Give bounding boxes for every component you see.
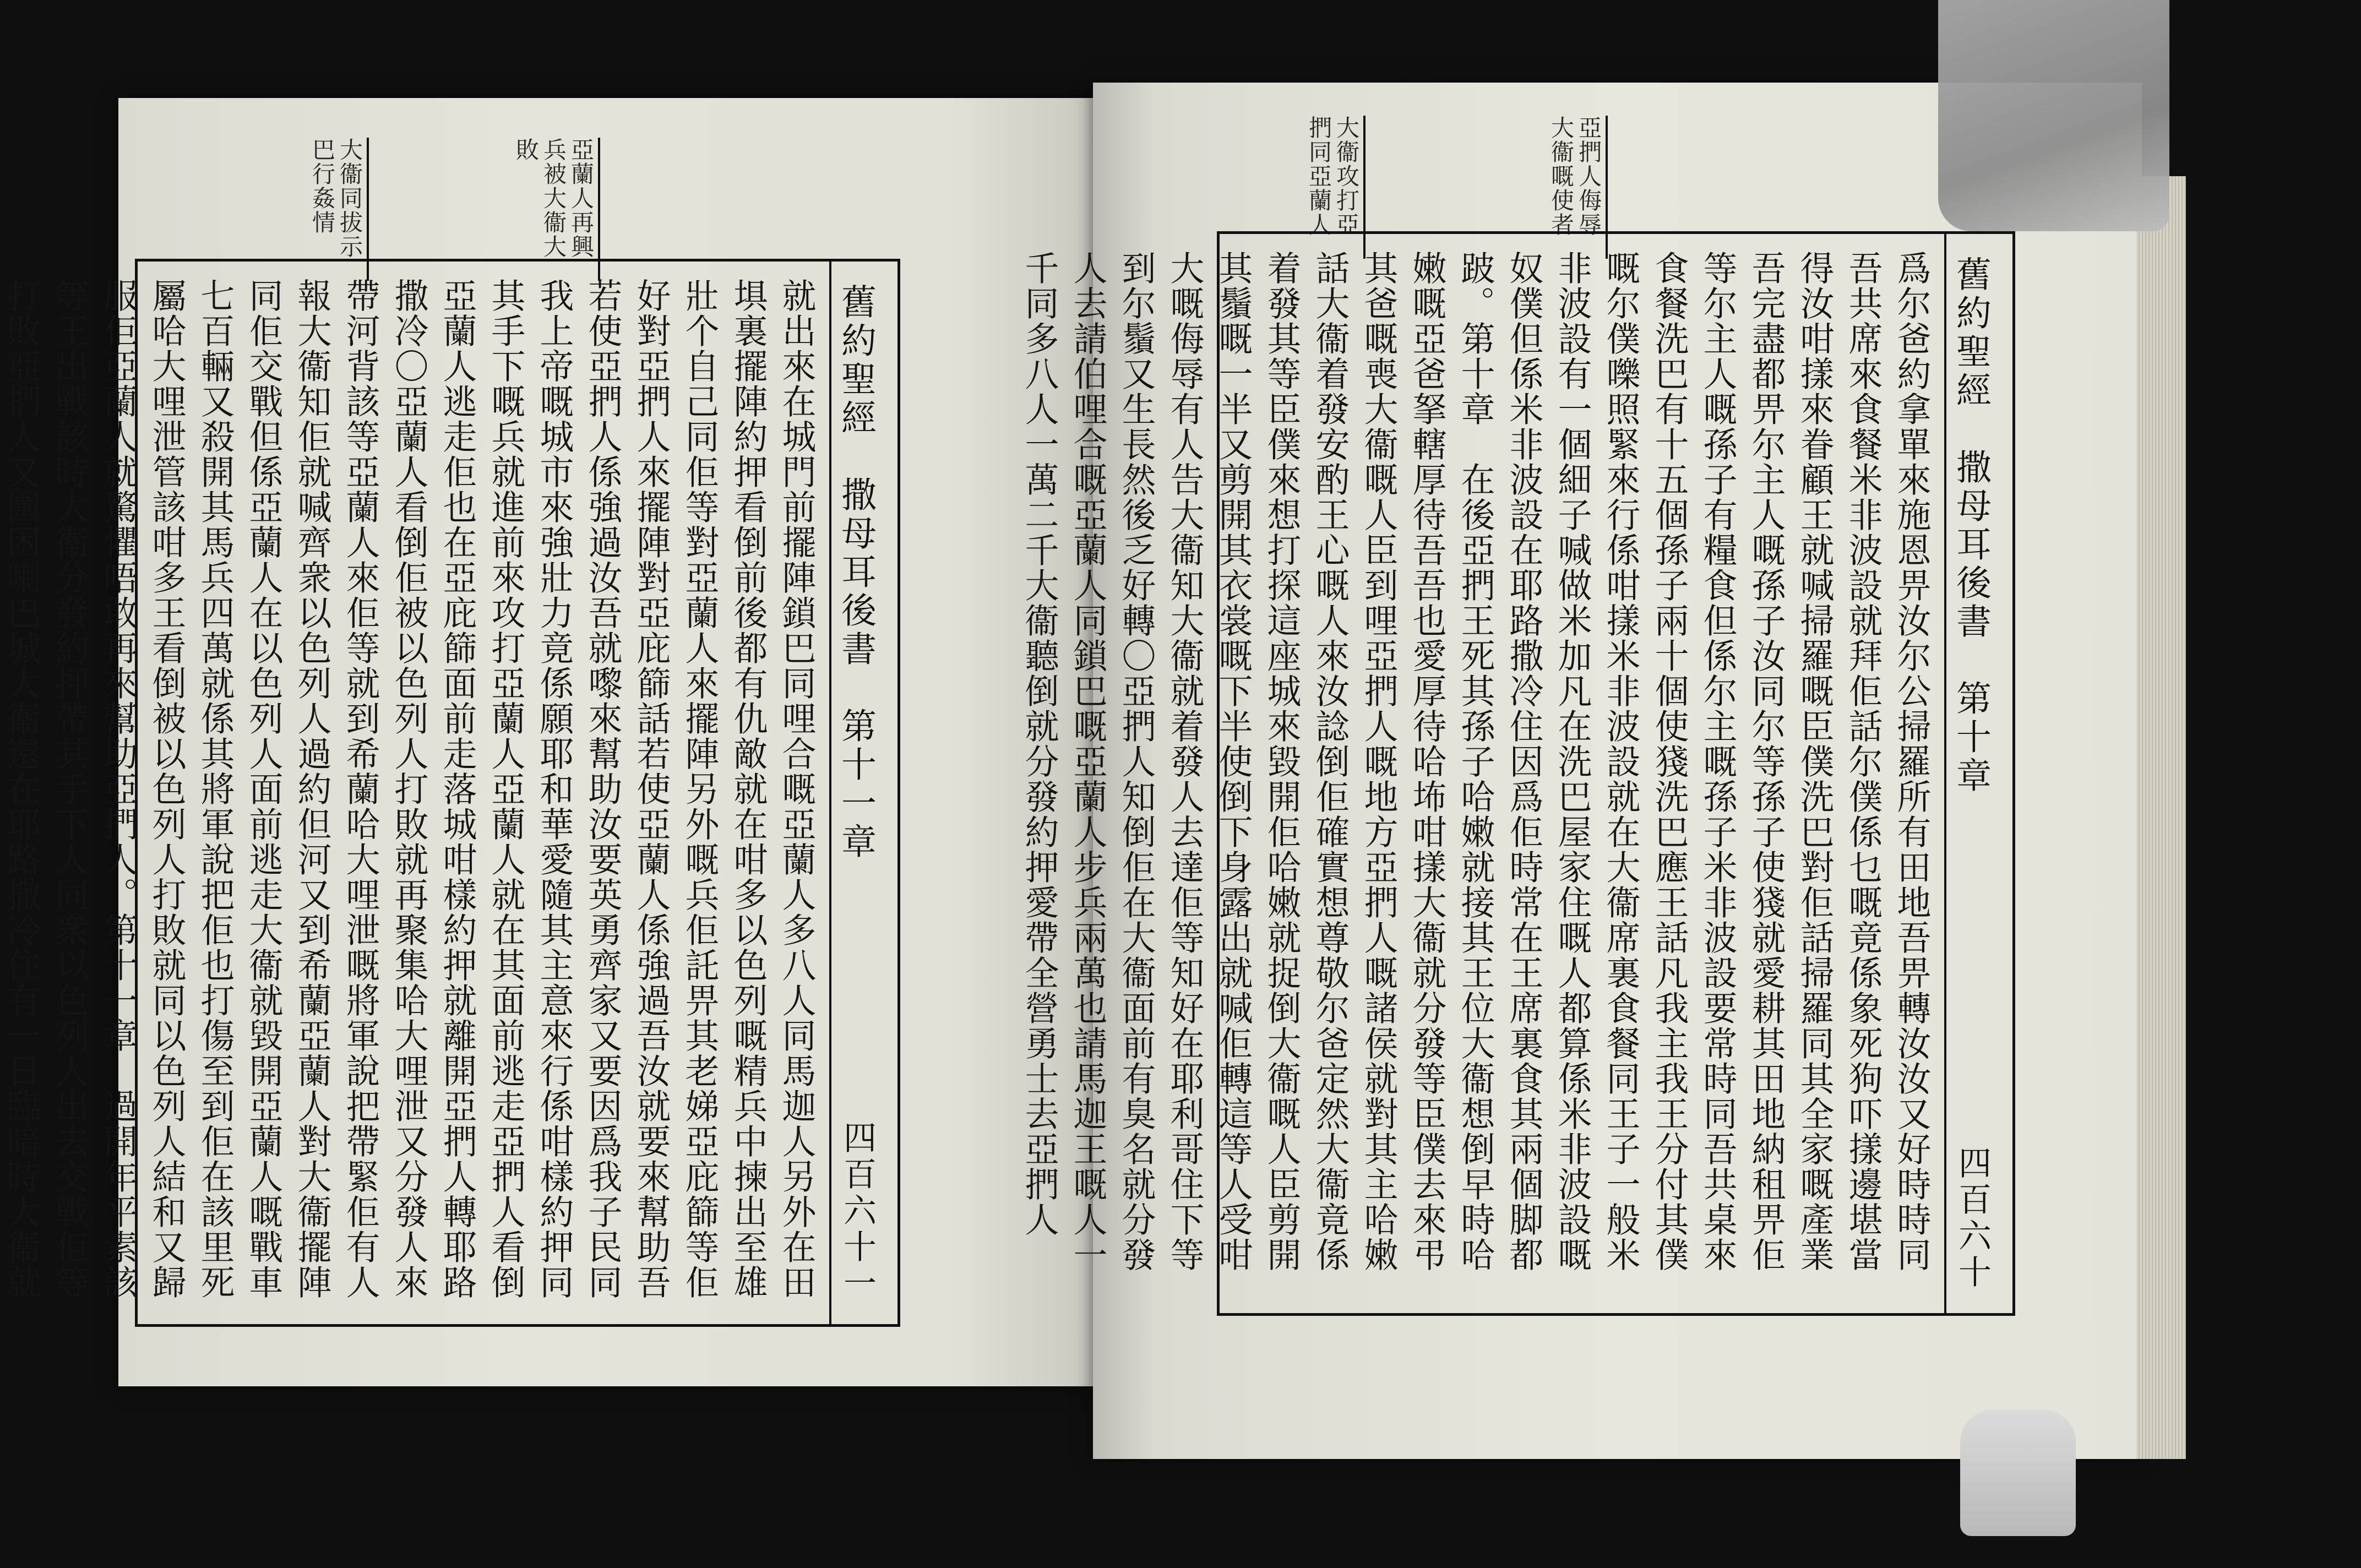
page-number: 四百六十一 [838,1120,877,1302]
margin-note: 大衞攻打亞捫同亞蘭人 [1305,116,1366,259]
column-rule [829,262,831,1324]
column-rule [1944,234,1946,1313]
page-number: 四百六十 [1953,1146,1992,1291]
running-header: 舊約聖經 撒母耳後書 第十章 [1950,256,1991,796]
page-edges [2136,176,2186,1459]
tape-strip [1938,0,2169,231]
margin-note: 亞蘭人再興兵被大衞大敗 [512,138,600,281]
left-text-frame [1,259,900,1327]
margin-note: 大衞同拔示巴行姦情 [308,138,369,281]
running-header: 舊約聖經 撒母耳後書 第十一章 [835,284,876,862]
body-text: 就出來在城門前擺陣鎖巴同哩合嘅亞蘭人多八人同馬迦人另外在田埧裏擺陣約押看倒前後都有仇敵就在咁多以色列嘅精兵中揀出至雄壯个自己同佢等對亞蘭人來擺陣另外嘅兵佢託畀其老娣亞庇篩等佢好對亞捫人來擺陣對亞庇篩話若使亞蘭人係強過吾汝就要來幫助吾若使亞捫人係強過汝吾就嚟來幫助汝要英勇齊家又要因爲我子民同我上帝嘅城市來強壯力竟係願耶和華愛隨其主意來行係咁樣約押同其手下嘅兵就進前來攻打亞蘭人亞蘭人就在其面前逃走亞捫人看倒亞蘭人逃走佢也在亞庇篩面前走落城咁樣約押就離開亞捫人轉耶路撒冷〇亞蘭人看倒佢被以色列人打敗就再聚集哈大哩泄又分發人來帶河背該等亞蘭人來佢等就到希蘭哈大哩泄嘅將軍說把帶緊佢有人報大衞知佢就喊齊衆以色列人過約但河又到希蘭亞蘭人對大衞擺陣同佢交戰但係亞蘭人在以色列人面前逃走大衞就毀開亞蘭人嘅戰車七百輛又殺開其馬兵四萬就係其將軍說把佢也打傷至到佢在該里死屬哈大哩泄管該咁多王看倒被以色列人打敗就同以色列人結和又歸服佢亞蘭人就驚懼唔敢再來幫助亞捫人。第十一章 過開年平素該等王出戰該時大衞分發約押帶其手下人同衆以色列人出去交戰佢等打敗亞捫人又圍困喇巴城大衞還在耶路撒冷住有一日臨暗時大衞就 [1,278,817,1300]
right-text-frame [1019,231,2015,1316]
margin-note: 亞捫人侮辱大衞嘅使者 [1547,116,1608,259]
body-text: 爲尔爸約拿單來施恩畀汝尔公掃羅所有田地吾畀轉汝汝又好時時同吾共席來食餐米非波設就拜佢話尔僕係乜嘅竟係象死狗吓㨾邊堪當得汝咁㨾來眷顧王就喊掃羅嘅臣僕洗巴對佢話掃羅同其全家嘅產業吾完盡都畀尔主人嘅孫子汝同尔等孫子使㹽就愛耕其田地納租畀佢等尔主人嘅孫子有糧食但係尔主嘅孫子米非波設要常時同吾共桌來食餐洗巴有十五個孫子兩十個使㹽洗巴應王話凡我主我王分付其僕嘅尔僕嚛照緊來行係咁㨾米非波設就在大衞席裏食餐同王子一般米非波設有一個細子喊做米加凡在洗巴屋家住嘅人都算係米非波設嘅奴僕但係米非波設在耶路撒冷住因爲佢時常在王席裏食其兩個脚都跛。第十章 在後亞捫王死其孫子哈嫩就接其王位大衞想倒早時哈嫩嘅亞爸拏轄厚待吾吾也愛厚待哈㘵咁㨾大衞就分發等臣僕去來弔其爸嘅喪大衞嘅人臣到哩亞捫人嘅地方亞捫人嘅諸侯就對其主哈嫩話大衞着發安酌王心嘅人來汝諗倒佢確實想尊敬尔爸定然大衞竟係着發其等臣僕來想打探這座城來毀開佢哈嫩就捉倒大衞嘅人臣剪開其鬚嘅一半又剪開其衣裳嘅下半使倒下身露出就喊佢轉這等人受咁大嘅侮辱有人告大衞知大衞就着發人去達佢等知好在耶利哥住下等到尔鬚又生長然後乏好轉〇亞捫人知倒佢在大衞面前有臭名就分發人去請伯哩合嘅亞蘭人同鎖巴嘅亞蘭人步兵兩萬也請馬迦王嘅人一千同多八人一萬二千大衞聽倒就分發約押愛帶全營勇士去亞捫人 [1019,251,1932,1272]
binder-clip [1960,1409,2076,1536]
